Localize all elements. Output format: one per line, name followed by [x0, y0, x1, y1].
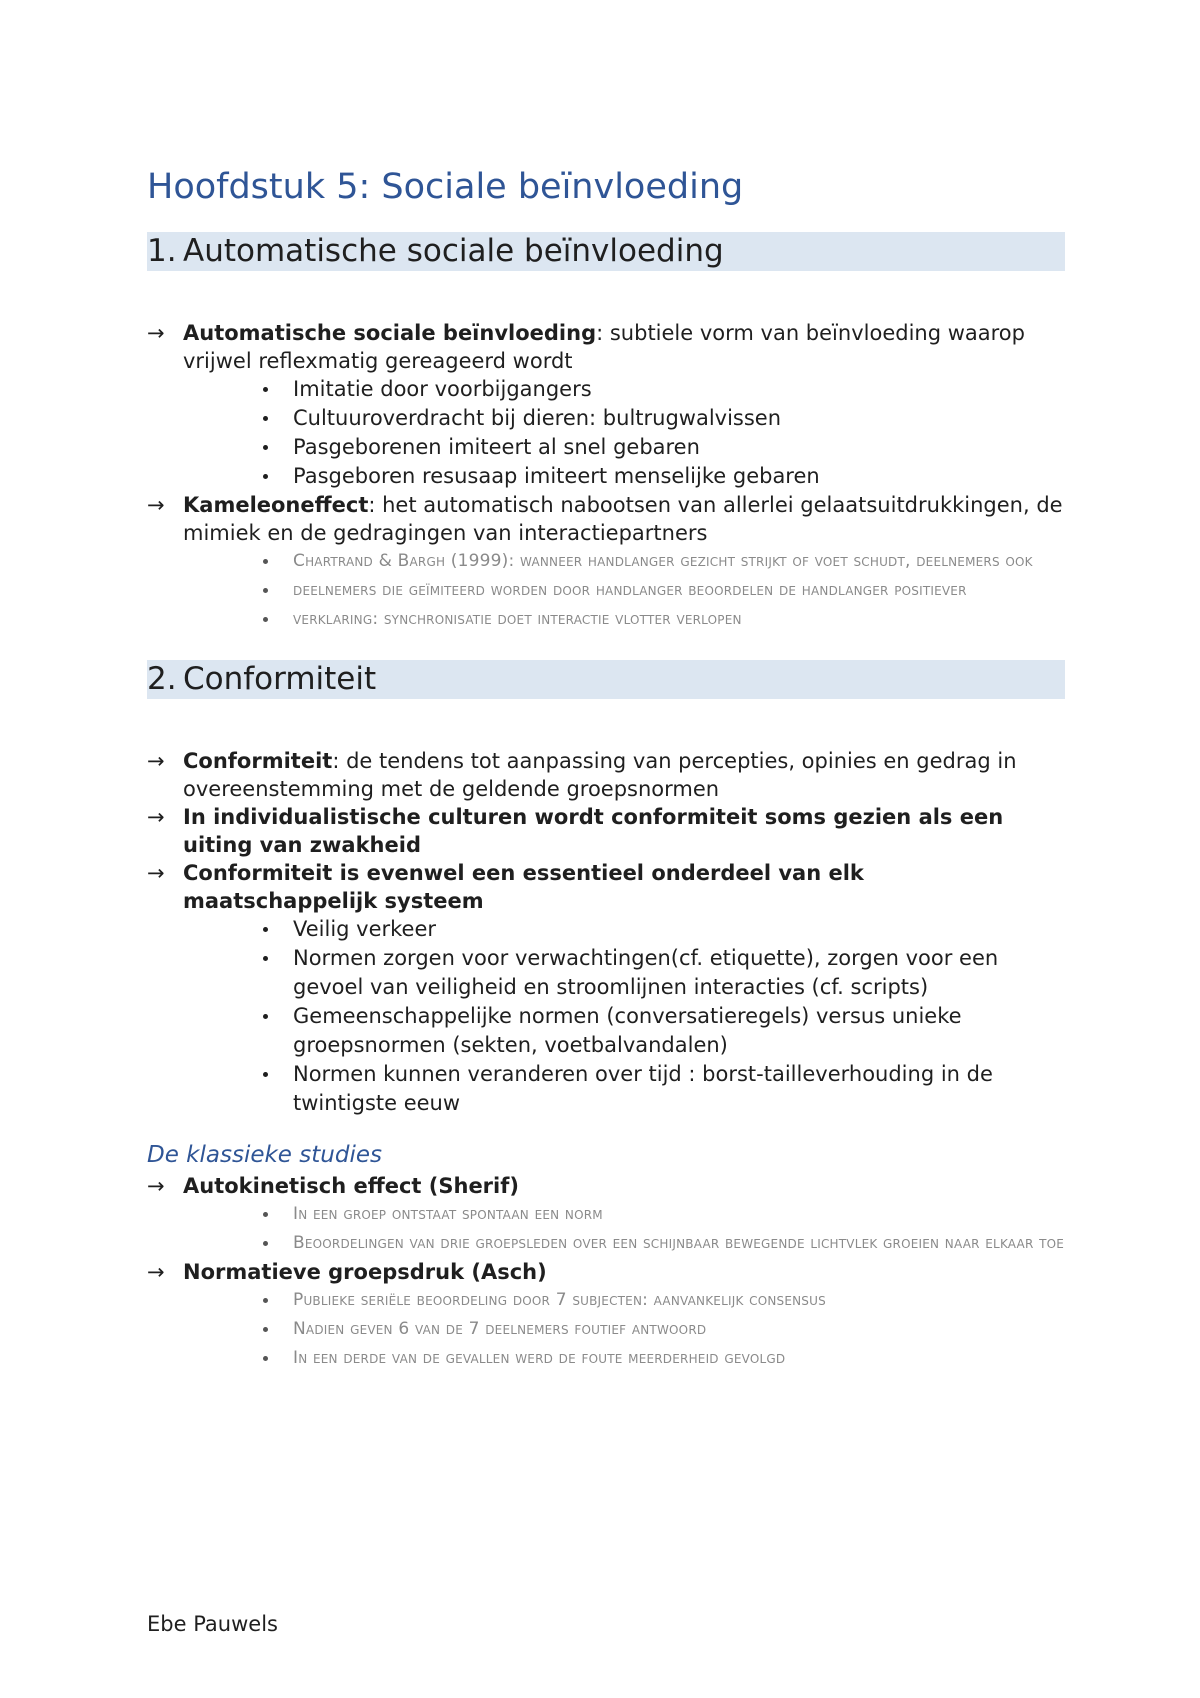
term: Autokinetisch effect (Sherif) [183, 1174, 519, 1198]
section-title: Automatische sociale beïnvloeding [183, 233, 724, 269]
bullet-icon [263, 1072, 268, 1077]
definition-item [147, 747, 1065, 803]
definition-text: : de tendens tot aanpassing van percepties, opinies en gedrag in overeenstemming met de geldende groepsnormen [183, 749, 1017, 801]
list-item: Normen kunnen veranderen over tijd : borst-tailleverhouding in de twintigste eeuw [293, 1060, 1065, 1118]
bullet-icon [263, 588, 268, 593]
list-item: Veilig verkeer [293, 915, 1065, 944]
study-item [147, 1172, 1065, 1200]
document-page [147, 150, 1065, 1373]
bullet-list-notes [147, 1200, 1065, 1258]
list-item: Imitatie door voorbijgangers [293, 375, 1065, 404]
list-item: deelnemers die geïmiteerd worden door handlanger beoordelen de handlanger positiever [293, 576, 1065, 605]
list-item: Publieke seriële beoordeling door 7 subjecten: aanvankelijk consensus [293, 1286, 1065, 1315]
bullet-list [147, 375, 1065, 491]
bullet-list-notes [147, 547, 1065, 634]
definition-text: : subtiele vorm van beïnvloeding waarop vrijwel reflexmatig gereageerd wordt [183, 321, 1025, 373]
bullet-icon [263, 1327, 268, 1332]
bullet-icon [263, 927, 268, 932]
bullet-icon [263, 1014, 268, 1019]
page-footer-author: Ebe Pauwels [147, 1612, 278, 1636]
bullet-list [147, 915, 1065, 1118]
definition-item [147, 803, 1065, 859]
term: Automatische sociale beïnvloeding [183, 321, 597, 345]
bullet-icon [263, 1356, 268, 1361]
list-item: Cultuuroverdracht bij dieren: bultrugwalvissen [293, 404, 1065, 433]
bullet-icon [263, 956, 268, 961]
page-title: Hoofdstuk 5: Sociale beïnvloeding [147, 167, 744, 207]
list-item: Gemeenschappelijke normen (conversatieregels) versus unieke groepsnormen (sekten, voetbalvandalen) [293, 1002, 1065, 1060]
section-number: 1. [147, 233, 177, 269]
arrow-icon: → [147, 861, 165, 885]
list-item: Normen zorgen voor verwachtingen(cf. etiquette), zorgen voor een gevoel van veiligheid en stroomlijnen interacties (cf. scripts) [293, 944, 1065, 1002]
arrow-icon: → [147, 321, 165, 345]
section-title: Conformiteit [183, 661, 377, 697]
subheading: De klassieke studies [147, 1142, 382, 1168]
section-heading-1 [147, 232, 1065, 271]
list-item: Beoordelingen van drie groepsleden over een schijnbaar bewegende lichtvlek groeien naar elkaar toe [293, 1229, 1065, 1258]
bullet-icon [263, 416, 268, 421]
definition-item [147, 319, 1065, 375]
bullet-list-notes [147, 1286, 1065, 1373]
term: Normatieve groepsdruk (Asch) [183, 1260, 547, 1284]
arrow-icon: → [147, 1174, 165, 1198]
arrow-icon: → [147, 1260, 165, 1284]
arrow-icon: → [147, 749, 165, 773]
list-item: Chartrand & Bargh (1999): wanneer handlanger gezicht strijkt of voet schudt, deelnemers ook [293, 547, 1065, 576]
arrow-icon: → [147, 493, 165, 517]
list-item: verklaring: synchronisatie doet interactie vlotter verlopen [293, 605, 1065, 634]
section-number: 2. [147, 661, 177, 697]
list-item: Pasgeborenen imiteert al snel gebaren [293, 433, 1065, 462]
term: Conformiteit [183, 749, 333, 773]
list-item: Nadien geven 6 van de 7 deelnemers foutief antwoord [293, 1315, 1065, 1344]
bullet-icon [263, 559, 268, 564]
list-item: Pasgeboren resusaap imiteert menselijke gebaren [293, 462, 1065, 491]
bullet-icon [263, 617, 268, 622]
term: Kameleoneffect [183, 493, 369, 517]
bullet-icon [263, 387, 268, 392]
bullet-icon [263, 1241, 268, 1246]
list-item: In een derde van de gevallen werd de foute meerderheid gevolgd [293, 1344, 1065, 1373]
term: In individualistische culturen wordt conformiteit soms gezien als een uiting van zwakheid [183, 805, 1004, 857]
arrow-icon: → [147, 805, 165, 829]
section-heading-2 [147, 660, 1065, 699]
definition-item [147, 859, 1065, 915]
definition-text: : het automatisch nabootsen van allerlei gelaatsuitdrukkingen, de mimiek en de gedragingen van interactiepartners [183, 493, 1063, 545]
study-item [147, 1258, 1065, 1286]
bullet-icon [263, 1298, 268, 1303]
bullet-icon [263, 474, 268, 479]
list-item: In een groep ontstaat spontaan een norm [293, 1200, 1065, 1229]
definition-item [147, 491, 1065, 547]
term: Conformiteit is evenwel een essentieel onderdeel van elk maatschappelijk systeem [183, 861, 864, 913]
bullet-icon [263, 1212, 268, 1217]
bullet-icon [263, 445, 268, 450]
